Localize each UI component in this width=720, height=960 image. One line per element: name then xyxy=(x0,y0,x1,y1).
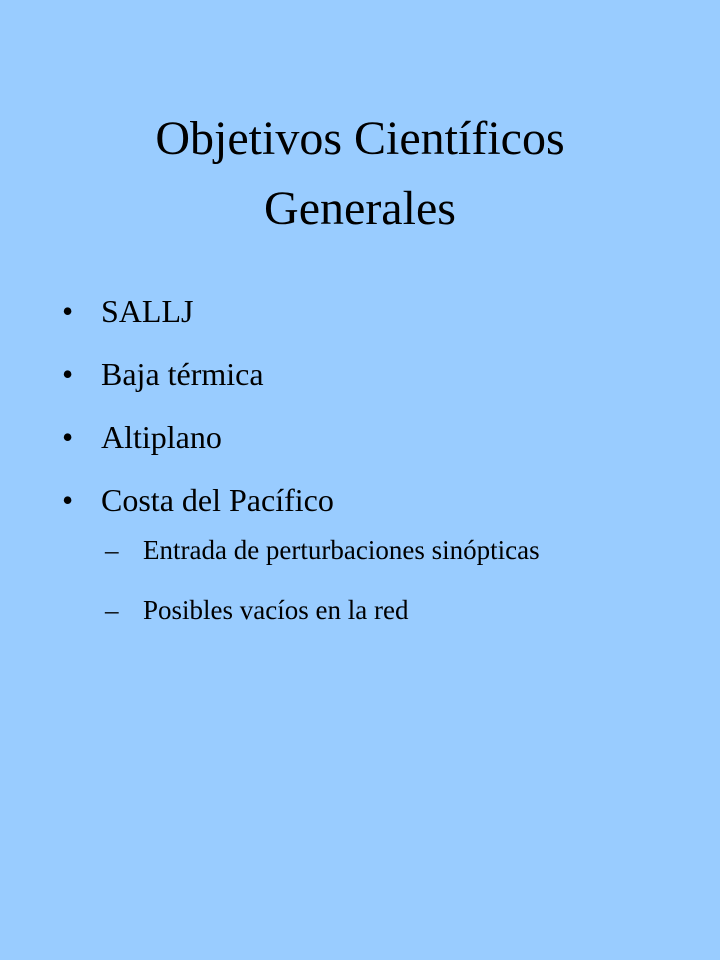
bullet-marker: • xyxy=(62,419,74,455)
bullet-marker: • xyxy=(62,293,74,329)
bullet-item xyxy=(62,475,702,525)
sub-bullet-marker: – xyxy=(105,595,119,625)
sub-bullet-list xyxy=(105,534,705,654)
slide-title-line-1: Objetivos Científicos xyxy=(155,112,565,165)
bullet-item xyxy=(62,286,702,336)
sub-bullet-text: Entrada de perturbaciones sinópticas xyxy=(143,535,540,565)
bullet-marker: • xyxy=(62,482,74,518)
bullet-marker: • xyxy=(62,356,74,392)
sub-bullet-item xyxy=(105,594,705,627)
bullet-item xyxy=(62,349,702,399)
sub-bullet-marker: – xyxy=(105,535,119,565)
sub-bullet-item xyxy=(105,534,705,567)
bullet-text: SALLJ xyxy=(101,293,194,329)
bullet-item xyxy=(62,412,702,462)
sub-bullet-text: Posibles vacíos en la red xyxy=(143,595,409,625)
slide-title-line-2: Generales xyxy=(264,182,456,235)
slide-title xyxy=(0,104,720,244)
bullet-list xyxy=(62,286,702,538)
bullet-text: Altiplano xyxy=(101,419,222,455)
bullet-text: Baja térmica xyxy=(101,356,264,392)
bullet-text: Costa del Pacífico xyxy=(101,482,334,518)
